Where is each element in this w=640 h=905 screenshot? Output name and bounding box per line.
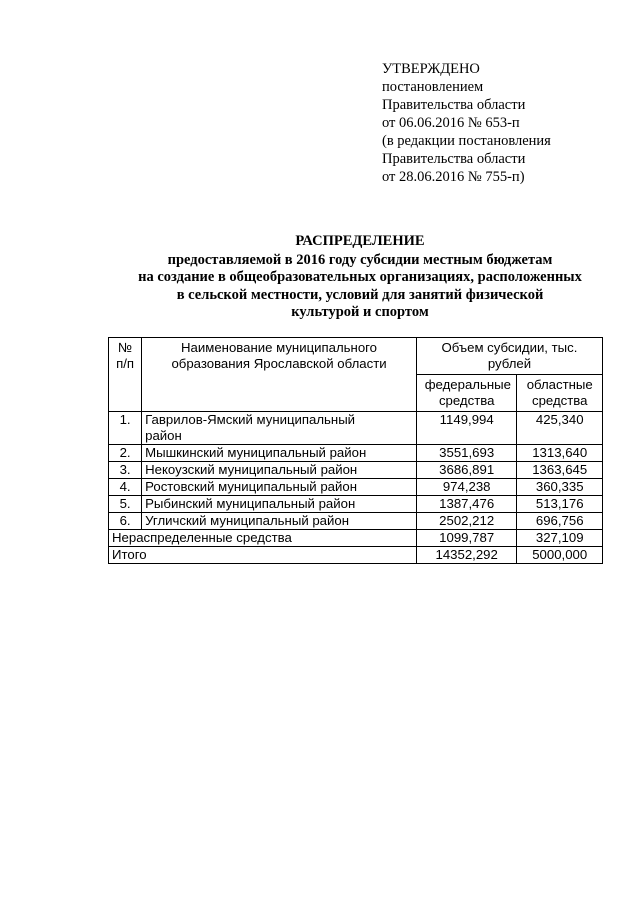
row-name: Ростовский муниципальный район bbox=[142, 479, 417, 496]
approval-line: Правительства области bbox=[382, 97, 526, 113]
row-num: 4. bbox=[109, 479, 142, 496]
header-regional bbox=[517, 375, 603, 412]
row-federal: 3686,891 bbox=[416, 462, 517, 479]
row-regional: 1363,645 bbox=[517, 462, 603, 479]
total-federal: 14352,292 bbox=[416, 547, 517, 564]
row-num: 3. bbox=[109, 462, 142, 479]
header-federal-text: федеральные средства bbox=[424, 377, 511, 408]
total-label: Итого bbox=[109, 547, 417, 564]
unallocated-row bbox=[109, 530, 603, 547]
approval-stamp bbox=[382, 60, 622, 186]
table-row bbox=[109, 479, 603, 496]
row-name-text: Гаврилов-Ямский муниципальный район bbox=[145, 412, 356, 443]
unallocated-federal: 1099,787 bbox=[416, 530, 517, 547]
row-federal: 1387,476 bbox=[416, 496, 517, 513]
row-name: Некоузский муниципальный район bbox=[142, 462, 417, 479]
approval-line: от 06.06.2016 № 653-п bbox=[382, 115, 520, 131]
row-num: 5. bbox=[109, 496, 142, 513]
approval-line: Правительства области bbox=[382, 151, 526, 167]
total-regional: 5000,000 bbox=[517, 547, 603, 564]
distribution-table bbox=[108, 337, 603, 564]
row-federal: 974,238 bbox=[416, 479, 517, 496]
row-num: 1. bbox=[109, 412, 142, 445]
table-row bbox=[109, 513, 603, 530]
title-subtitle-line: культурой и спортом bbox=[291, 304, 429, 321]
header-volume-text: Объем субсидии, тыс. рублей bbox=[441, 340, 578, 371]
row-federal: 3551,693 bbox=[416, 445, 517, 462]
approval-line: от 28.06.2016 № 755-п) bbox=[382, 169, 525, 185]
approval-line: УТВЕРЖДЕНО bbox=[382, 61, 480, 77]
title-main: РАСПРЕДЕЛЕНИЕ bbox=[295, 233, 425, 249]
row-federal: 1149,994 bbox=[416, 412, 517, 445]
approval-line: постановлением bbox=[382, 79, 484, 95]
row-regional: 360,335 bbox=[517, 479, 603, 496]
header-name bbox=[142, 338, 417, 412]
row-num: 6. bbox=[109, 513, 142, 530]
row-regional: 1313,640 bbox=[517, 445, 603, 462]
title-subtitle-line: предоставляемой в 2016 году субсидии местным бюджетам bbox=[167, 251, 553, 268]
total-row bbox=[109, 547, 603, 564]
document-title bbox=[60, 233, 640, 322]
row-name: Мышкинский муниципальный район bbox=[142, 445, 417, 462]
title-subtitle-line: на создание в общеобразовательных организациях, расположенных bbox=[138, 269, 582, 286]
unallocated-label: Нераспределенные средства bbox=[109, 530, 417, 547]
header-name-text: Наименование муниципального образования Ярославской области bbox=[171, 340, 387, 371]
unallocated-regional: 327,109 bbox=[517, 530, 603, 547]
header-volume bbox=[416, 338, 602, 375]
header-num bbox=[109, 338, 142, 412]
row-name: Рыбинский муниципальный район bbox=[142, 496, 417, 513]
table-header-row bbox=[109, 338, 603, 375]
table-row bbox=[109, 496, 603, 513]
approval-line: (в редакции постановления bbox=[382, 133, 551, 149]
title-subtitle-line: в сельской местности, условий для занятий физической bbox=[176, 286, 544, 303]
table-row bbox=[109, 462, 603, 479]
table-row bbox=[109, 445, 603, 462]
row-name bbox=[142, 412, 417, 445]
header-regional-text: областные средства bbox=[526, 377, 593, 408]
row-num: 2. bbox=[109, 445, 142, 462]
row-federal: 2502,212 bbox=[416, 513, 517, 530]
row-name: Угличский муниципальный район bbox=[142, 513, 417, 530]
row-regional: 425,340 bbox=[517, 412, 603, 445]
table-row bbox=[109, 412, 603, 445]
header-federal bbox=[416, 375, 517, 412]
header-num-text: № п/п bbox=[116, 340, 135, 371]
row-regional: 513,176 bbox=[517, 496, 603, 513]
row-regional: 696,756 bbox=[517, 513, 603, 530]
